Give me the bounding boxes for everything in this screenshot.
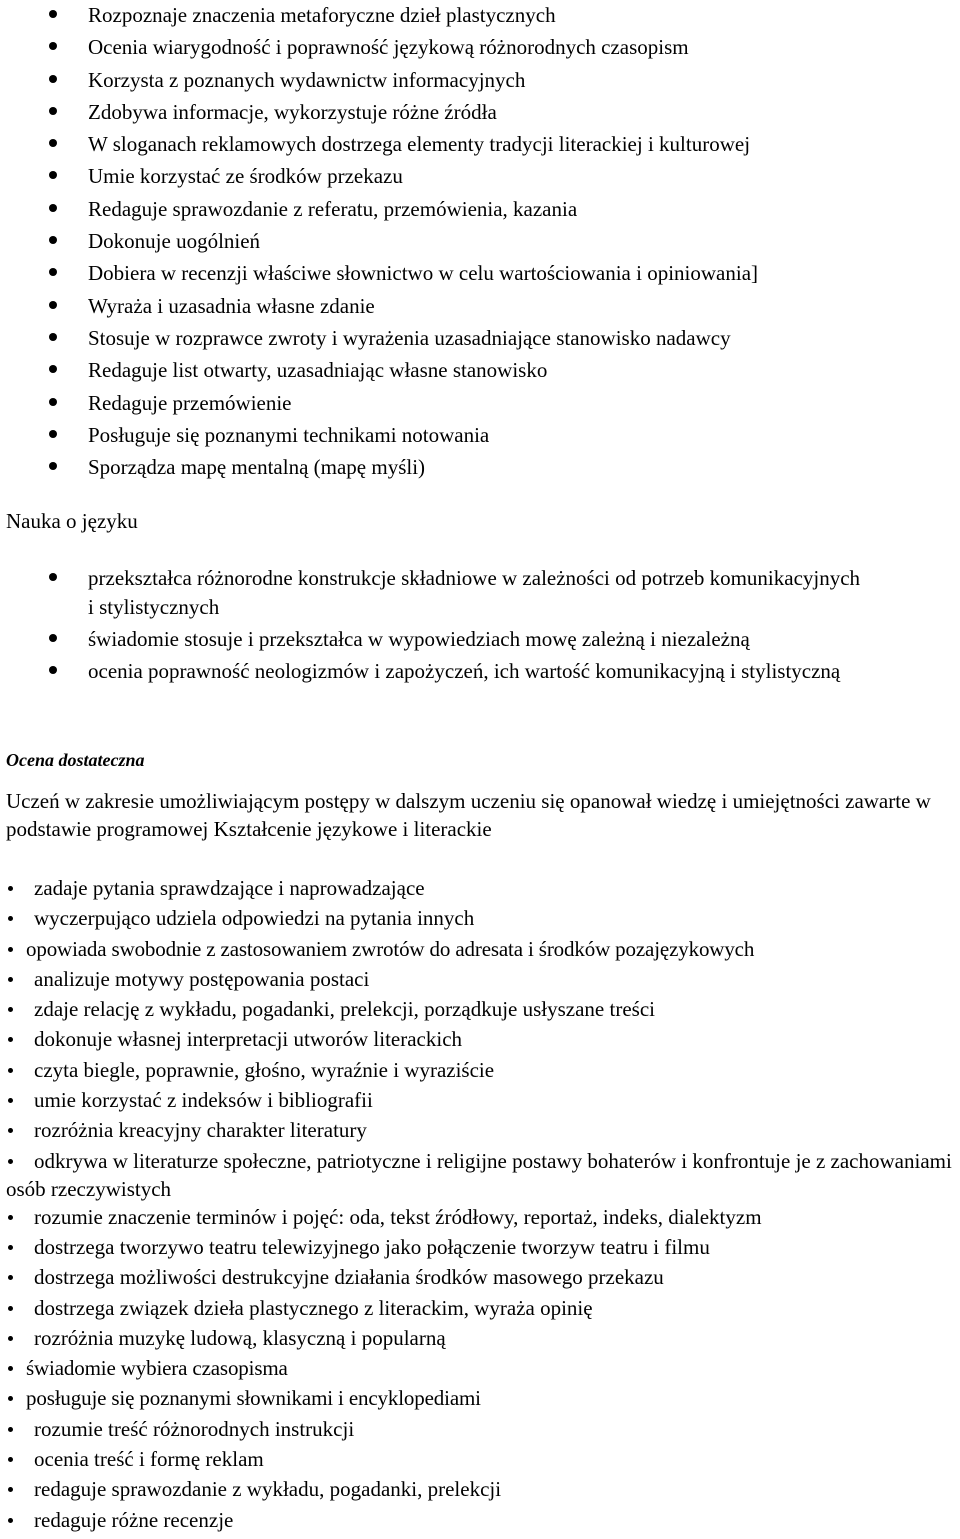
grade-heading: Ocena dostateczna (6, 750, 145, 770)
list-item: opowiada swobodnie z zastosowaniem zwrotów do adresata i środków pozajęzykowych (0, 935, 960, 965)
list-item: Stosuje w rozprawce zwroty i wyrażenia uzasadniające stanowisko nadawcy (0, 323, 960, 355)
list-item: Posługuje się poznanymi technikami notowania (0, 420, 960, 452)
list-item-text: odkrywa w literaturze społeczne, patriotyczne i religijne postawy bohaterów i konfrontuje je z zachowaniami osób rzeczywistych (6, 1148, 952, 1201)
list-item: Korzysta z poznanych wydawnictw informacyjnych (0, 65, 960, 97)
list-item: Rozpoznaje znaczenia metaforyczne dzieł plastycznych (0, 0, 960, 32)
list-item: Zdobywa informacje, wykorzystuje różne źródła (0, 97, 960, 129)
list-item: dostrzega tworzywo teatru telewizyjnego jako połączenie tworzyw teatru i filmu (0, 1233, 960, 1263)
list-item: świadomie stosuje i przekształca w wypowiedziach mowę zależną i niezależną (0, 625, 960, 654)
list-item: redaguje różne recenzje (0, 1506, 960, 1536)
list-item: ocenia poprawność neologizmów i zapożyczeń, ich wartość komunikacyjną i stylistyczną (0, 657, 918, 686)
skills-list-nauka (0, 564, 960, 689)
list-item: dostrzega związek dzieła plastycznego z literackim, wyraża opinię (0, 1294, 960, 1324)
list-item: Ocenia wiarygodność i poprawność językową różnorodnych czasopism (0, 32, 960, 64)
list-item: zadaje pytania sprawdzające i naprowadzające (0, 874, 960, 904)
list-item: analizuje motywy postępowania postaci (0, 965, 960, 995)
list-item: Redaguje przemówienie (0, 388, 960, 420)
skills-list-dostateczna (0, 874, 960, 1536)
list-item: Umie korzystać ze środków przekazu (0, 161, 960, 193)
list-item: Redaguje list otwarty, uzasadniając własne stanowisko (0, 355, 960, 387)
list-item: dokonuje własnej interpretacji utworów literackich (0, 1025, 960, 1055)
list-item: umie korzystać z indeksów i bibliografii (0, 1086, 960, 1116)
list-item (0, 1147, 960, 1203)
list-item: Wyraża i uzasadnia własne zdanie (0, 291, 960, 323)
list-item: czyta biegle, poprawnie, głośno, wyraźnie i wyraziście (0, 1056, 960, 1086)
list-item: posługuje się poznanymi słownikami i encyklopediami (0, 1384, 960, 1414)
skills-list-top (0, 0, 960, 484)
list-item: przekształca różnorodne konstrukcje składniowe w zależności od potrzeb komunikacyjnych i stylistycznych (0, 564, 868, 622)
list-item: Redaguje sprawozdanie z referatu, przemówienia, kazania (0, 194, 960, 226)
list-item: świadomie wybiera czasopisma (0, 1354, 960, 1384)
list-item: rozróżnia kreacyjny charakter literatury (0, 1116, 960, 1146)
section-heading-nauka: Nauka o języku (6, 509, 138, 533)
list-item: ocenia treść i formę reklam (0, 1445, 960, 1475)
list-item: Dokonuje uogólnień (0, 226, 960, 258)
list-item: Sporządza mapę mentalną (mapę myśli) (0, 452, 960, 484)
list-item: rozumie znaczenie terminów i pojęć: oda, tekst źródłowy, reportaż, indeks, dialektyzm (0, 1203, 960, 1233)
list-item: dostrzega możliwości destrukcyjne działania środków masowego przekazu (0, 1263, 960, 1293)
list-item: rozumie treść różnorodnych instrukcji (0, 1415, 960, 1445)
list-item: Dobiera w recenzji właściwe słownictwo w celu wartościowania i opiniowania] (0, 258, 960, 290)
list-item: zdaje relację z wykładu, pogadanki, prelekcji, porządkuje usłyszane treści (0, 995, 960, 1025)
list-item: wyczerpująco udziela odpowiedzi na pytania innych (0, 904, 960, 934)
list-item: W sloganach reklamowych dostrzega elementy tradycji literackiej i kulturowej (0, 129, 960, 161)
list-item: rozróżnia muzykę ludową, klasyczną i popularną (0, 1324, 960, 1354)
intro-paragraph: Uczeń w zakresie umożliwiającym postępy w dalszym uczeniu się opanował wiedzę i umiejętności zawarte w podstawie programowej Kształcenie językowe i literackie (6, 789, 931, 841)
list-item: redaguje sprawozdanie z wykładu, pogadanki, prelekcji (0, 1475, 960, 1505)
